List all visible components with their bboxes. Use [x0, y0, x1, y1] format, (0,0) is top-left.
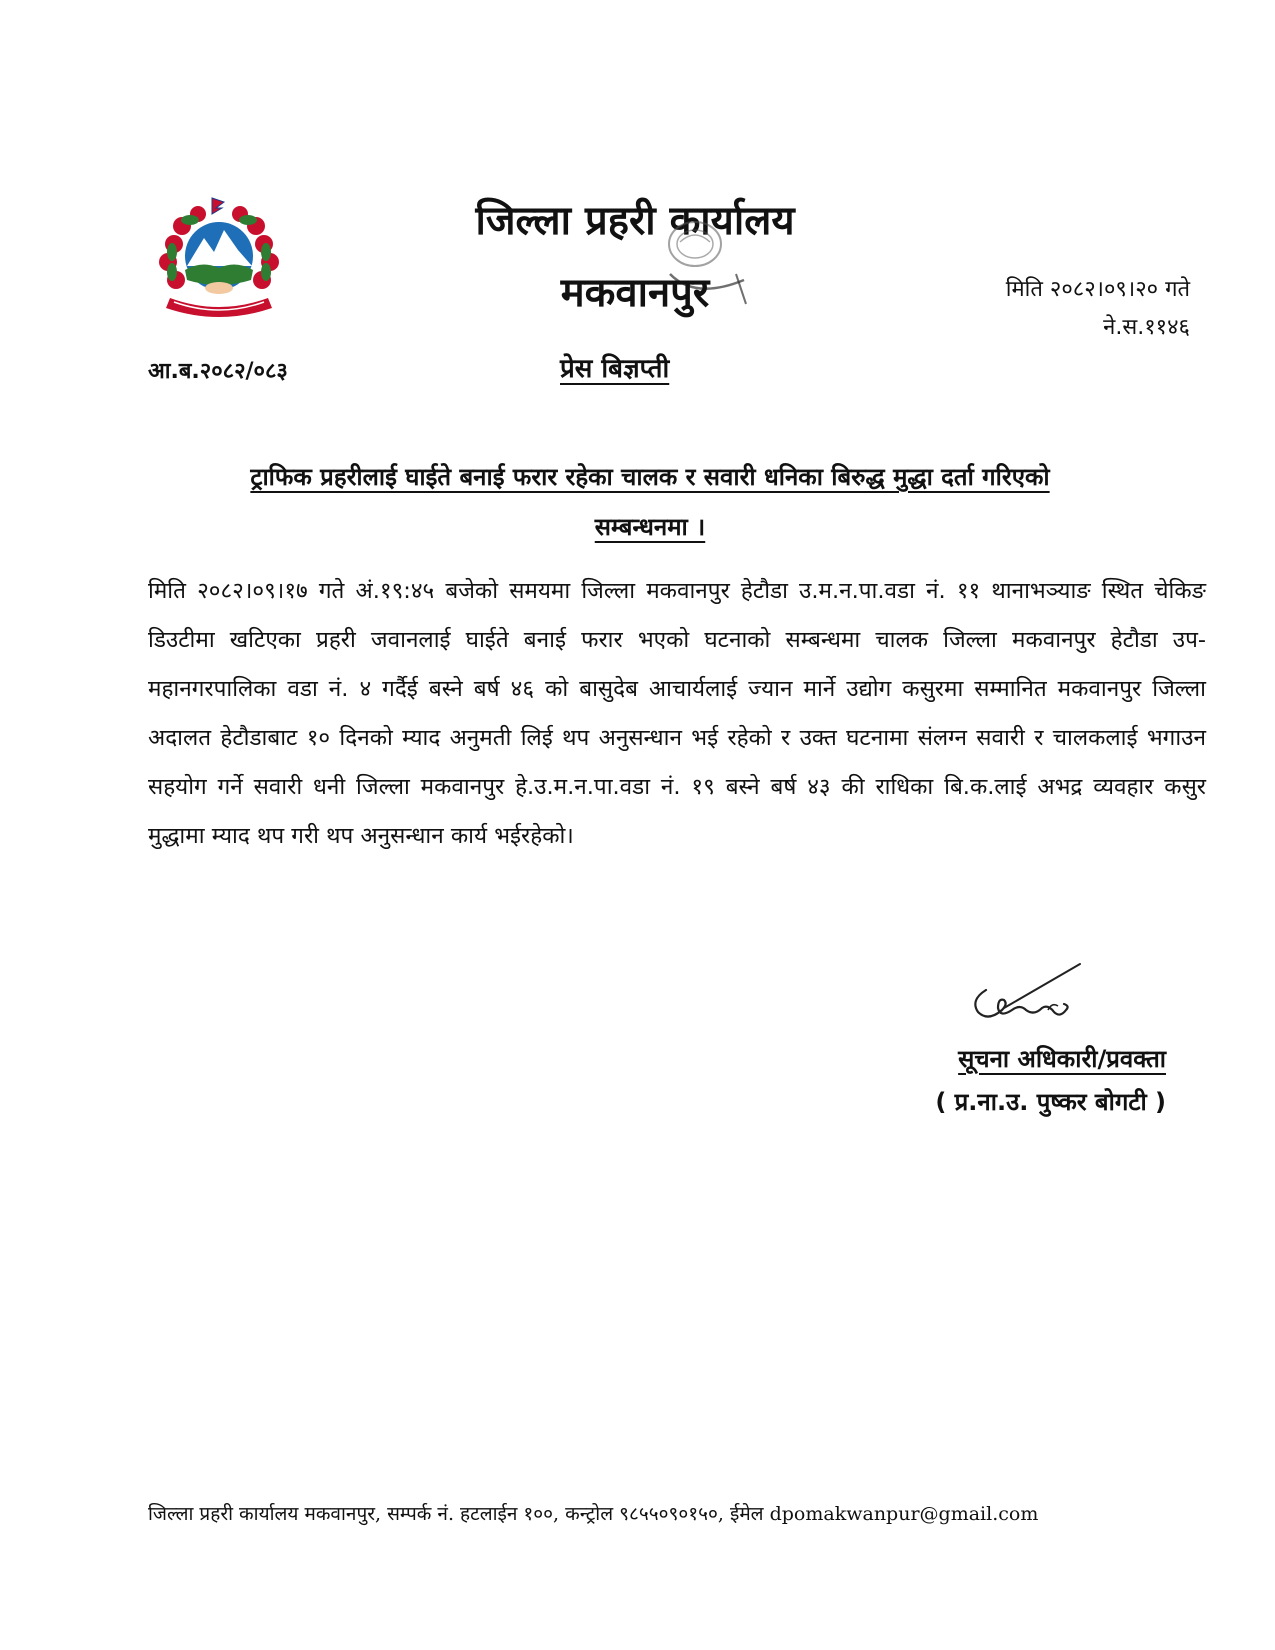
national-emblem-icon [152, 194, 286, 318]
district-title: मकवानपुर [560, 270, 710, 316]
footer-contact: जिल्ला प्रहरी कार्यालय मकवानपुर, सम्पर्क नं. हटलाईन १००, कन्ट्रोल ९८५५०९०१५०, ईमेल dpomakwanpur@gmail.com [148, 1503, 1039, 1525]
handwritten-signature-icon [968, 960, 1090, 1030]
office-title: जिल्ला प्रहरी कार्यालय [475, 198, 795, 244]
subject-heading [170, 452, 1130, 552]
issue-date: मिति २०८२।०९।२० गते [1005, 277, 1190, 302]
subject-line-1: ट्राफिक प्रहरीलाई घाईते बनाई फरार रहेका चालक र सवारी धनिका बिरुद्ध मुद्धा दर्ता गरिएको [250, 463, 1050, 491]
signer-name: ( प्र.ना.उ. पुष्कर बोगटी ) [935, 1088, 1166, 1116]
document-type-heading: प्रेस बिज्ञप्ती [560, 354, 670, 384]
fiscal-year: आ.ब.२०८२/०८३ [148, 359, 288, 384]
signer-role: सूचना अधिकारी/प्रवक्ता [958, 1045, 1166, 1073]
reference-number: ने.स.११४६ [1103, 315, 1190, 340]
subject-line-2: सम्बन्धनमा । [594, 513, 706, 541]
body-paragraph: मिति २०८२।०९।१७ गते अं.१९:४५ बजेको समयमा जिल्ला मकवानपुर हेटौडा उ.म.न.पा.वडा नं. ११ थानाभञ्याङ स्थित चेकिङ डिउटीमा खटिएका प्रहरी जवानलाई घाईते बनाई फरार भएको घटनाको सम्बन्धमा चालक जिल्ला मकवानपुर हेटौडा उप-महानगरपालिका वडा नं. ४ गर्दैई बस्ने बर्ष ४६ को बासुदेब आचार्यलाई ज्यान मार्ने उद्योग कसुरमा सम्मानित मकवानपुर जिल्ला अदालत हेटौडाबाट १० दिनको म्याद अनुमती लिई थप अनुसन्धान भई रहेको र उक्त घटनामा संलग्न सवारी र चालकलाई भगाउन सहयोग गर्ने सवारी धनी जिल्ला मकवानपुर हे.उ.म.न.पा.वडा नं. १९ बस्ने बर्ष ४३ की राधिका बि.क.लाई अभद्र व्यवहार कसुर मुद्धामा म्याद थप गरी थप अनुसन्धान कार्य भईरहेको। [148, 578, 1206, 849]
